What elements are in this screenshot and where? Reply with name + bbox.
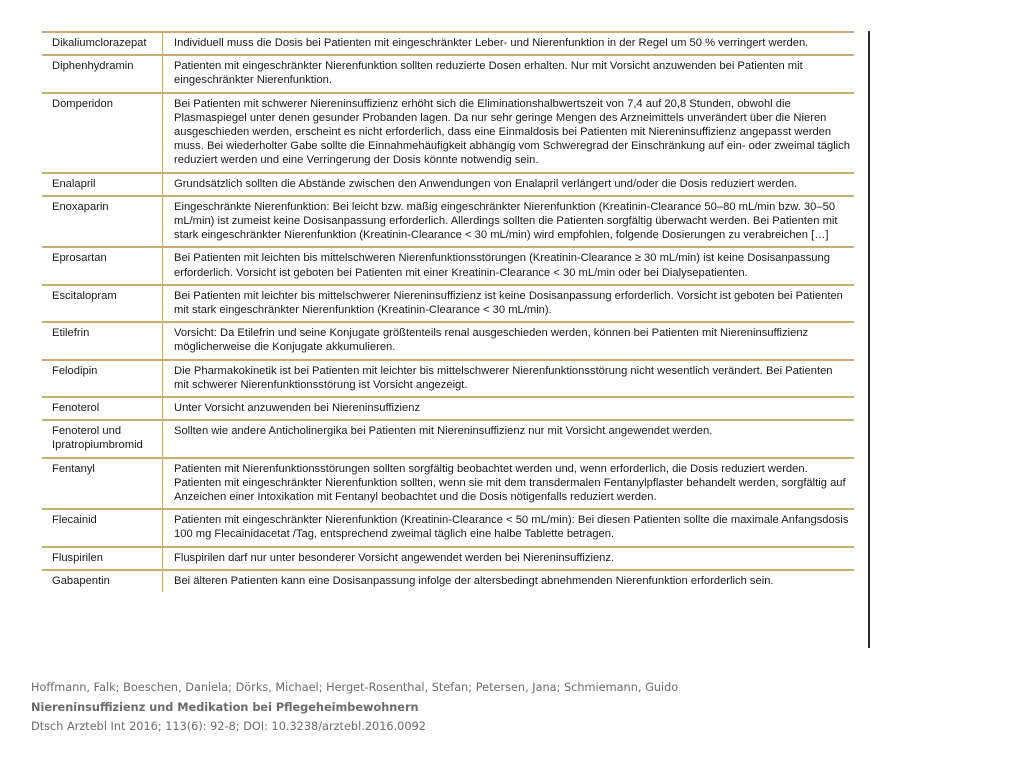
table-row xyxy=(42,420,854,457)
source-caption xyxy=(31,678,678,737)
drug-note: Sollten wie andere Anticholinergika bei Patienten mit Niereninsuffizienz nur mit Vorsicht angewendet werden. xyxy=(163,420,855,457)
drug-name: Escitalopram xyxy=(42,285,163,322)
drug-note: Bei älteren Patienten kann eine Dosisanpassung infolge der altersbedingt abnehmenden Nierenfunktion erforderlich sein. xyxy=(163,570,855,592)
drug-note: Individuell muss die Dosis bei Patienten mit eingeschränkter Leber- und Nierenfunktion in der Regel um 50 % verringert werden. xyxy=(163,32,855,55)
drug-name: Gabapentin xyxy=(42,570,163,592)
drug-name: Felodipin xyxy=(42,360,163,397)
drug-name: Fentanyl xyxy=(42,458,163,510)
medication-table xyxy=(42,31,854,592)
drug-note: Bei Patienten mit leichten bis mittelschweren Nierenfunktionsstörungen (Kreatinin-Clearance ≥ 30 mL/min) ist keine Dosisanpassung erforderlich. Vorsicht ist geboten bei Patienten mit einer Kreatinin-Clearance < 30 mL/min oder bei Dialysepatienten. xyxy=(163,247,855,284)
drug-name: Fenoterol xyxy=(42,397,163,420)
drug-name: Enoxaparin xyxy=(42,196,163,248)
drug-note: Bei Patienten mit leichter bis mittelschwerer Niereninsuffizienz ist keine Dosisanpassung erforderlich. Vorsicht ist geboten bei Patienten mit stark eingeschränkter Nierenfunktion (Kreatinin-Clearance < 30 mL/min). xyxy=(163,285,855,322)
table-row xyxy=(42,509,854,546)
drug-name: Flecainid xyxy=(42,509,163,546)
table-row xyxy=(42,397,854,420)
medication-table-image xyxy=(42,31,870,648)
drug-note: Patienten mit eingeschränkter Nierenfunktion sollten reduzierte Dosen erhalten. Nur mit Vorsicht anzuwenden bei Patienten mit eingeschränkter Nierenfunktion. xyxy=(163,55,855,92)
table-row xyxy=(42,93,854,173)
drug-note: Grundsätzlich sollten die Abstände zwischen den Anwendungen von Enalapril verlängert und/oder die Dosis reduziert werden. xyxy=(163,173,855,196)
table-row xyxy=(42,247,854,284)
drug-note: Vorsicht: Da Etilefrin und seine Konjugate größtenteils renal ausgeschieden werden, können bei Patienten mit Niereninsuffizienz möglicherweise die Konjugate akkumulieren. xyxy=(163,322,855,359)
table-row xyxy=(42,360,854,397)
caption-citation: Dtsch Arztebl Int 2016; 113(6): 92-8; DOI: 10.3238/arztebl.2016.0092 xyxy=(31,720,426,733)
drug-name: Dikaliumclorazepat xyxy=(42,32,163,55)
table-row xyxy=(42,322,854,359)
table-row xyxy=(42,570,854,592)
drug-name: Etilefrin xyxy=(42,322,163,359)
table-row xyxy=(42,285,854,322)
drug-note: Patienten mit eingeschränkter Nierenfunktion (Kreatinin-Clearance < 50 mL/min): Bei diesen Patienten sollte die maximale Anfangsdosis 100 mg Flecainidacetat /Tag, entsprechend zweimal täglich eine halbe Tablette betragen. xyxy=(163,509,855,546)
drug-name: Fluspirilen xyxy=(42,547,163,570)
table-row xyxy=(42,458,854,510)
drug-name: Domperidon xyxy=(42,93,163,173)
caption-authors: Hoffmann, Falk; Boeschen, Daniela; Dörks, Michael; Herget-Rosenthal, Stefan; Petersen, Jana; Schmiemann, Guido xyxy=(31,681,679,694)
table-row xyxy=(42,547,854,570)
drug-note: Die Pharmakokinetik ist bei Patienten mit leichter bis mittelschwerer Nierenfunktionsstörung nicht wesentlich verändert. Bei Patienten mit schwerer Nierenfunktionsstörung ist Vorsicht angezeigt. xyxy=(163,360,855,397)
table-row xyxy=(42,196,854,248)
drug-note: Eingeschränkte Nierenfunktion: Bei leicht bzw. mäßig eingeschränkter Nierenfunktion (Kreatinin-Clearance 50–80 mL/min bzw. 30–50 mL/min) ist zumeist keine Dosisanpassung erforderlich. Allerdings sollten die Patienten sorgfältig überwacht werden. Bei Patienten mit stark eingeschränkter Nierenfunktion (Kreatinin-Clearance < 30 mL/min) wird empfohlen, folgende Dosierungen zu verabreichen […] xyxy=(163,196,855,248)
table-row xyxy=(42,55,854,92)
table-row xyxy=(42,32,854,55)
drug-name: Diphenhydramin xyxy=(42,55,163,92)
drug-name: Eprosartan xyxy=(42,247,163,284)
caption-title: Niereninsuffizienz und Medikation bei Pflegeheimbewohnern xyxy=(31,700,419,714)
drug-note: Unter Vorsicht anzuwenden bei Niereninsuffizienz xyxy=(163,397,855,420)
drug-note: Bei Patienten mit schwerer Niereninsuffizienz erhöht sich die Eliminationshalbwertszeit von 7,4 auf 20,8 Stunden, obwohl die Plasmaspiegel unter denen gesunder Probanden lagen. Da nur sehr geringe Mengen des Arzneimittels unverändert über die Nieren ausgeschieden werden, erscheint es nicht erforderlich, dass eine Einmaldosis bei Patienten mit Niereninsuffizienz angepasst werden muss. Bei wiederholter Gabe sollte die Einnahmehäufigkeit abhängig vom Schweregrad der Einschränkung auf ein- oder zweimal täglich reduziert werden und eine Verringerung der Dosis könnte notwendig sein. xyxy=(163,93,855,173)
drug-name: Fenoterol und Ipratropiumbromid xyxy=(42,420,163,457)
drug-name: Enalapril xyxy=(42,173,163,196)
drug-note: Fluspirilen darf nur unter besonderer Vorsicht angewendet werden bei Niereninsuffizienz. xyxy=(163,547,855,570)
table-row xyxy=(42,173,854,196)
drug-note: Patienten mit Nierenfunktionsstörungen sollten sorgfältig beobachtet werden und, wenn erforderlich, die Dosis reduziert werden. Patienten mit eingeschränkter Nierenfunktion sollten, wenn sie mit dem transdermalen Fentanylpflaster behandelt werden, sorgfältig auf Anzeichen einer Intoxikation mit Fentanyl beobachtet und die Dosis nötigenfalls reduziert werden. xyxy=(163,458,855,510)
